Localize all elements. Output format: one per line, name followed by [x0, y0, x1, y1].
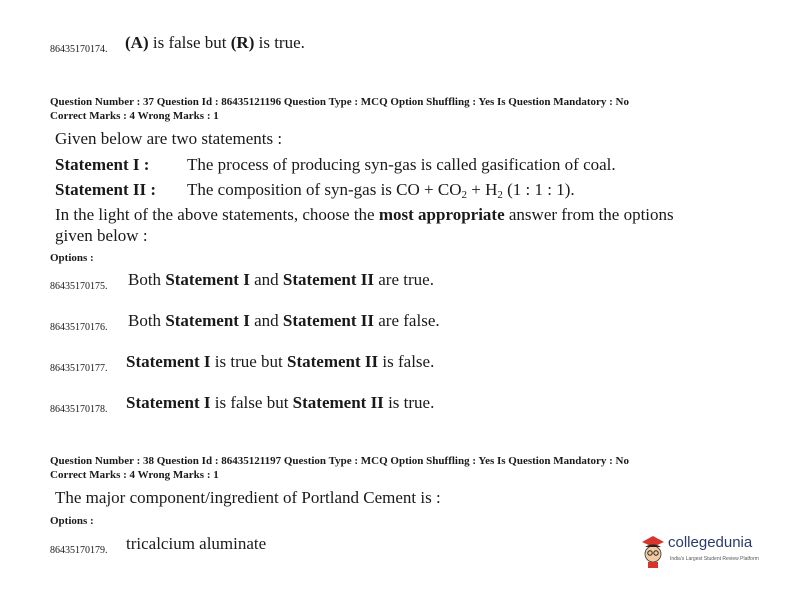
option-part-bold: Statement I: [126, 393, 211, 412]
option-id: 86435170175.: [50, 281, 108, 292]
options-label: Options :: [50, 515, 94, 527]
option-text: [125, 33, 305, 53]
option-id: 86435170177.: [50, 363, 108, 374]
statement-2-text: [187, 180, 575, 200]
logo-tagline: India's Largest Student Review Platform: [670, 556, 759, 562]
option-id: 86435170179.: [50, 545, 108, 556]
option-text: [128, 311, 440, 331]
question-marks: Correct Marks : 4 Wrong Marks : 1: [50, 110, 219, 122]
question-meta: Question Number : 38 Question Id : 86435121197 Question Type : MCQ Option Shuffling : Yes Is Question Mandatory : No: [50, 455, 629, 467]
option-text: [128, 270, 434, 290]
option-part: Both: [128, 311, 166, 330]
option-part: is true but: [210, 352, 288, 371]
option-text-end: is true.: [254, 33, 305, 52]
instruction-part-c: answer from the options: [504, 205, 674, 224]
option-part: and: [249, 270, 283, 289]
option-id: 86435170176.: [50, 322, 108, 333]
option-text-r: (R): [230, 33, 255, 52]
option-text-mid: is false but: [148, 33, 231, 52]
option-part-bold: Statement I: [126, 352, 211, 371]
statement-2-mid: + H: [467, 180, 498, 199]
option-text: tricalcium aluminate: [126, 534, 267, 553]
question-meta: Question Number : 37 Question Id : 86435121196 Question Type : MCQ Option Shuffling : Yes Is Question Mandatory : No: [50, 96, 629, 108]
subscript-2b: 2: [497, 189, 503, 201]
option-part: and: [249, 311, 283, 330]
option-id: 86435170178.: [50, 404, 108, 415]
statement-2-label: Statement II :: [55, 180, 157, 199]
statement-2-suffix: (1 : 1 : 1).: [502, 180, 575, 199]
option-part: is false but: [210, 393, 293, 412]
option-text-a: (A): [125, 33, 149, 52]
option-part: is true.: [383, 393, 435, 412]
option-part: Both: [128, 270, 166, 289]
instruction-part-a: In the light of the above statements, choose the: [55, 205, 379, 224]
option-text: [126, 352, 434, 372]
option-part-bold: Statement II: [287, 352, 379, 371]
option-part-bold: Statement I: [165, 270, 250, 289]
option-part-bold: Statement II: [282, 311, 375, 330]
collegedunia-logo: [640, 532, 770, 572]
option-part-bold: Statement II: [282, 270, 375, 289]
options-label: Options :: [50, 252, 94, 264]
question-instruction: [55, 205, 674, 225]
mascot-icon: [640, 534, 666, 568]
question-intro: Given below are two statements :: [55, 129, 283, 148]
question-instruction-line2: given below :: [55, 226, 148, 245]
statement-1-label: Statement I :: [55, 155, 150, 174]
option-text: [126, 393, 434, 413]
subscript-2: 2: [461, 189, 467, 201]
option-part-bold: Statement II: [292, 393, 384, 412]
option-part: are true.: [374, 270, 434, 289]
question-text: The major component/ingredient of Portland Cement is :: [55, 488, 441, 507]
option-part: are false.: [374, 311, 440, 330]
instruction-emphasis: most appropriate: [378, 205, 505, 224]
option-part-bold: Statement I: [165, 311, 250, 330]
logo-wordmark: collegedunia: [668, 534, 753, 551]
option-part: is false.: [378, 352, 435, 371]
statement-1-text: The process of producing syn-gas is called gasification of coal.: [187, 155, 616, 174]
question-marks: Correct Marks : 4 Wrong Marks : 1: [50, 469, 219, 481]
option-id: 86435170174.: [50, 44, 108, 55]
statement-2-prefix: The composition of syn-gas is CO + CO: [187, 180, 462, 199]
